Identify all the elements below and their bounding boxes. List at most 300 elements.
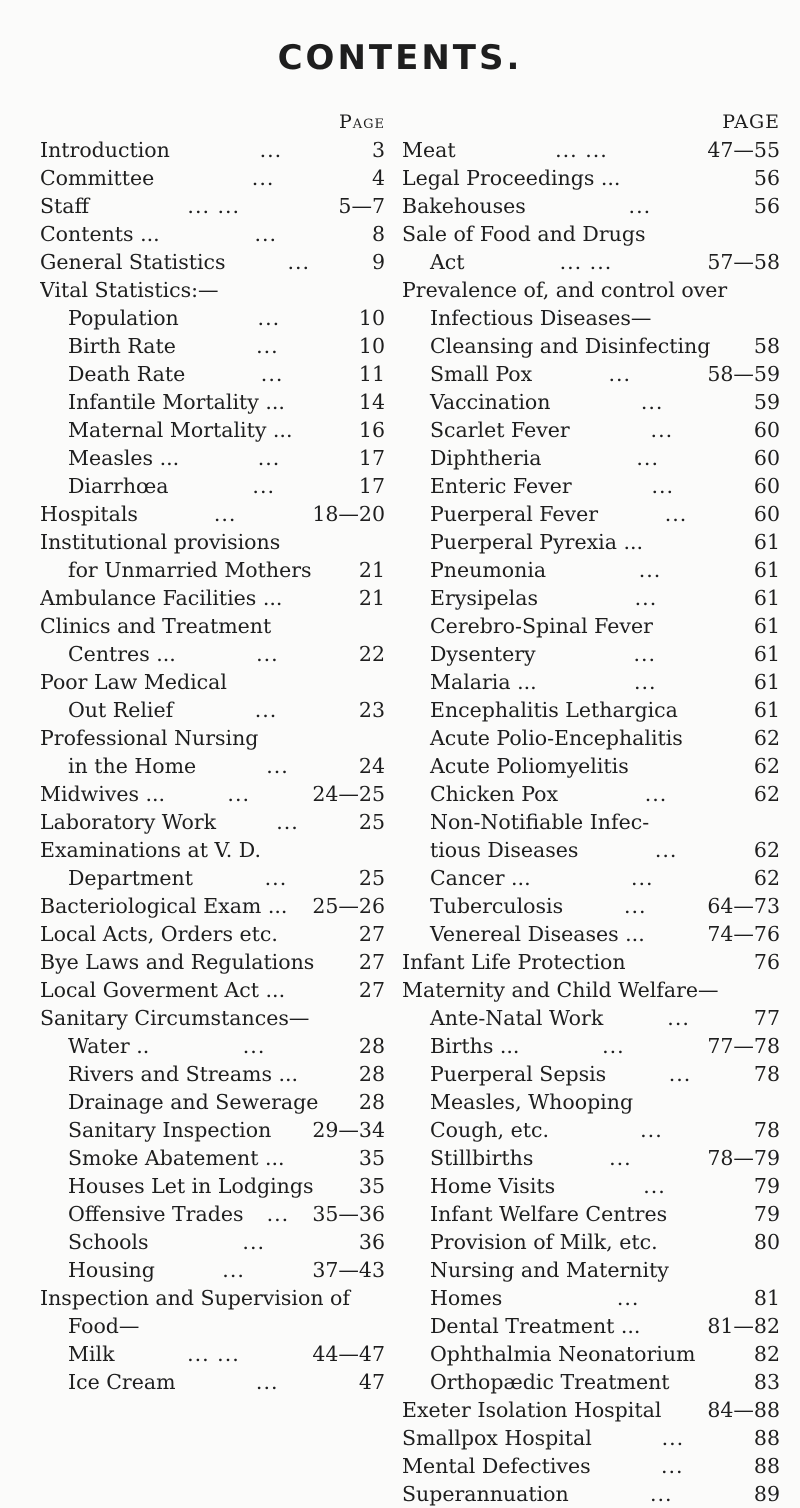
contents-entry [402, 1032, 780, 1060]
entry-label: Ante-Natal Work [430, 1006, 604, 1030]
page-column-header: Page [338, 111, 385, 133]
contents-entry [402, 332, 780, 360]
entry-leader: ... [222, 1258, 245, 1282]
contents-entry [402, 640, 780, 668]
contents-entry [402, 1312, 780, 1340]
entry-page-number: 78 [753, 1118, 780, 1142]
entry-label: Bacteriological Exam ... [40, 894, 288, 918]
entry-label: Sanitary Inspection [68, 1118, 272, 1142]
entry-page-number: 17 [358, 446, 385, 470]
entry-label: Ophthalmia Neonatorium [430, 1342, 696, 1366]
entry-page-number: 62 [753, 726, 780, 750]
contents-entry [40, 948, 385, 976]
entry-label: Bye Laws and Regulations [40, 950, 315, 974]
contents-entry [402, 1088, 780, 1116]
entry-label: Ambulance Facilities ... [40, 586, 283, 610]
contents-entry [40, 1256, 385, 1284]
entry-label: Local Goverment Act ... [40, 978, 286, 1002]
entry-label: Dysentery [430, 642, 536, 666]
entry-page-number: 61 [753, 698, 780, 722]
entry-label: Examinations at V. D. [40, 838, 261, 862]
contents-entry [40, 1116, 385, 1144]
entry-page-number: 9 [371, 250, 385, 274]
entry-page-number: 25—26 [312, 894, 385, 918]
entry-label: Smoke Abatement ... [68, 1146, 285, 1170]
contents-entry [402, 136, 780, 164]
contents-entry [402, 528, 780, 556]
entry-label: Stillbirths [430, 1146, 534, 1170]
entry-label: Superannuation [402, 1482, 569, 1506]
entry-label: Provision of Milk, etc. [430, 1230, 658, 1254]
contents-entry [40, 836, 385, 864]
entry-page-number: 35 [358, 1174, 385, 1198]
contents-entry [402, 472, 780, 500]
entry-page-number: 77—78 [707, 1034, 780, 1058]
contents-entry [40, 1200, 385, 1228]
contents-entry [40, 136, 385, 164]
entry-page-number: 4 [371, 166, 385, 190]
entry-leader: ... [633, 670, 657, 694]
entry-page-number: 61 [753, 586, 780, 610]
contents-entry [40, 1060, 385, 1088]
contents-entry [402, 1172, 780, 1200]
entry-page-number: 24—25 [312, 782, 385, 806]
entry-page-number: 74—76 [707, 922, 780, 946]
entry-page-number: 64—73 [707, 894, 780, 918]
entry-page-number: 89 [753, 1482, 780, 1506]
entry-label: Venereal Diseases ... [430, 922, 645, 946]
entry-label: Milk [68, 1342, 115, 1366]
entry-page-number: 62 [753, 782, 780, 806]
contents-entry [40, 276, 385, 304]
entry-label: Infectious Diseases— [430, 306, 652, 330]
entry-leader: ... [643, 1174, 666, 1198]
contents-entry [40, 220, 385, 248]
entry-label: Birth Rate [68, 334, 176, 358]
entry-label: Vaccination [430, 390, 551, 414]
entry-label: Measles, Whooping [430, 1090, 634, 1114]
entry-label: Chicken Pox [430, 782, 559, 806]
contents-entry [402, 276, 780, 304]
contents-entry [402, 1144, 780, 1172]
entry-label: Local Acts, Orders etc. [40, 922, 278, 946]
entry-label: Department [68, 866, 193, 890]
entry-page-number: 28 [358, 1062, 385, 1086]
entry-page-number: 24 [358, 754, 385, 778]
contents-entry [402, 304, 780, 332]
contents-entry [402, 1452, 780, 1480]
entry-page-number: 62 [753, 838, 780, 862]
entry-label: Vital Statistics:— [40, 278, 219, 302]
contents-entry [402, 388, 780, 416]
entry-page-number: 5—7 [338, 194, 385, 218]
entry-label: Exeter Isolation Hospital [402, 1398, 662, 1422]
contents-entry [402, 584, 780, 612]
entry-label: Erysipelas [430, 586, 538, 610]
contents-entry [40, 164, 385, 192]
entry-label: Maternal Mortality ... [68, 418, 293, 442]
contents-entry [40, 1368, 385, 1396]
entry-label: Prevalence of, and control over [402, 278, 728, 302]
contents-entry [40, 192, 385, 220]
entry-leader: ... [609, 1146, 632, 1170]
entry-leader: ... [255, 1370, 279, 1394]
entry-label: tious Diseases [430, 838, 579, 862]
contents-entry [402, 864, 780, 892]
entry-leader: ... ... [555, 138, 608, 162]
entry-page-number: 44—47 [312, 1342, 385, 1366]
entry-label: General Statistics [40, 250, 226, 274]
contents-entry [40, 640, 385, 668]
entry-page-number: 61 [753, 670, 780, 694]
entry-label: Scarlet Fever [430, 418, 570, 442]
contents-entry [40, 444, 385, 472]
entry-page-number: 62 [753, 754, 780, 778]
contents-entry [40, 1032, 385, 1060]
page-column-header: PAGE [722, 111, 780, 133]
entry-page-number: 11 [358, 362, 385, 386]
contents-entry [402, 1228, 780, 1256]
contents-entry [402, 1060, 780, 1088]
contents-entry [402, 920, 780, 948]
contents-entry [402, 724, 780, 752]
entry-page-number: 27 [358, 922, 385, 946]
contents-entry [40, 1340, 385, 1368]
entry-label: Offensive Trades [68, 1202, 244, 1226]
entry-leader: ... [602, 1034, 625, 1058]
entry-label: Poor Law Medical [40, 670, 227, 694]
contents-entry [402, 1256, 780, 1284]
entry-leader: ... [227, 782, 250, 806]
entry-label: Laboratory Work [40, 810, 217, 834]
entry-page-number: 10 [358, 306, 385, 330]
contents-entry [402, 1480, 780, 1508]
entry-page-number: 61 [753, 558, 780, 582]
contents-entry [40, 864, 385, 892]
entry-page-number: 35—36 [312, 1202, 385, 1226]
entry-page-number: 58 [753, 334, 780, 358]
contents-entry [40, 752, 385, 780]
contents-entry [40, 556, 385, 584]
entry-page-number: 47—55 [707, 138, 780, 162]
contents-entry [40, 416, 385, 444]
entry-label: Pneumonia [430, 558, 547, 582]
contents-entry [40, 500, 385, 528]
entry-label: Infant Welfare Centres [430, 1202, 668, 1226]
entry-leader: ... [650, 418, 674, 442]
contents-entry [40, 472, 385, 500]
entry-leader: ... [254, 698, 278, 722]
contents-entry [402, 1004, 780, 1032]
entry-label: Clinics and Treatment [40, 614, 272, 638]
entry-leader: ... [640, 390, 664, 414]
contents-list-left [40, 136, 385, 1396]
entry-page-number: 14 [358, 390, 385, 414]
contents-entry [402, 836, 780, 864]
contents-column-right [402, 108, 780, 1508]
entry-leader: ... [661, 1454, 684, 1478]
contents-entry [402, 360, 780, 388]
entry-label: Small Pox [430, 362, 533, 386]
entry-label: Encephalitis Lethargica [430, 698, 678, 722]
entry-label: Food— [68, 1314, 140, 1338]
contents-entry [402, 612, 780, 640]
entry-label: Tuberculosis [430, 894, 564, 918]
contents-entry [40, 332, 385, 360]
contents-entry [40, 360, 385, 388]
contents-entry [402, 164, 780, 192]
entry-leader: ... [654, 838, 678, 862]
contents-entry [402, 808, 780, 836]
entry-leader: ... [251, 166, 275, 190]
entry-leader: ... [616, 1286, 640, 1310]
entry-label: Enteric Fever [430, 474, 572, 498]
entry-page-number: 27 [358, 950, 385, 974]
contents-list-right [402, 136, 780, 1508]
entry-page-number: 27 [358, 978, 385, 1002]
entry-leader: ... [644, 782, 668, 806]
entry-label: Puerperal Pyrexia ... [430, 530, 643, 554]
entry-leader: ... [628, 194, 652, 218]
contents-entry [40, 528, 385, 556]
entry-label: Acute Poliomyelitis [430, 754, 629, 778]
entry-label: Professional Nursing [40, 726, 259, 750]
entry-page-number: 84—88 [707, 1398, 780, 1422]
entry-page-number: 8 [371, 222, 385, 246]
contents-entry [40, 1088, 385, 1116]
entry-label: Births ... [430, 1034, 520, 1058]
entry-page-number: 77 [753, 1006, 780, 1030]
contents-entry [402, 752, 780, 780]
entry-page-number: 29—34 [312, 1118, 385, 1142]
entry-label: Home Visits [430, 1174, 556, 1198]
entry-leader: ... [259, 138, 283, 162]
entry-label: Diarrhœa [68, 474, 169, 498]
entry-leader: ... [287, 250, 311, 274]
entry-page-number: 56 [753, 166, 780, 190]
contents-entry [402, 248, 780, 276]
entry-leader: ... [266, 754, 289, 778]
entry-label: Meat [402, 138, 456, 162]
entry-leader: ... [266, 1202, 290, 1226]
entry-leader: ... ... [559, 250, 613, 274]
entry-label: Sanitary Circumstances— [40, 1006, 310, 1030]
entry-page-number: 18—20 [312, 502, 385, 526]
entry-leader: ... [623, 894, 647, 918]
entry-label: Inspection and Supervision of [40, 1286, 350, 1310]
entry-page-number: 37—43 [312, 1258, 385, 1282]
entry-page-number: 17 [358, 474, 385, 498]
entry-label: Non-Notifiable Infec- [430, 810, 650, 834]
contents-entry [40, 1228, 385, 1256]
entry-leader: ... [633, 642, 657, 666]
entry-leader: ... [650, 1482, 673, 1506]
entry-page-number: 36 [358, 1230, 385, 1254]
entry-page-number: 21 [358, 586, 385, 610]
entry-leader: ... [651, 474, 675, 498]
entry-label: Infant Life Protection [402, 950, 626, 974]
entry-page-number: 60 [753, 446, 780, 470]
entry-label: Staff [40, 194, 90, 218]
contents-entry [402, 696, 780, 724]
entry-page-number: 16 [358, 418, 385, 442]
entry-label: for Unmarried Mothers [68, 558, 312, 582]
entry-label: Cough, etc. [430, 1118, 549, 1142]
entry-page-number: 56 [753, 194, 780, 218]
entry-leader: ... [257, 446, 281, 470]
entry-page-number: 61 [753, 530, 780, 554]
entry-page-number: 78 [753, 1062, 780, 1086]
entry-label: Infantile Mortality ... [68, 390, 285, 414]
entry-page-number: 61 [753, 614, 780, 638]
entry-label: Cancer ... [430, 866, 531, 890]
contents-column-left [40, 108, 385, 1396]
entry-label: Malaria ... [430, 670, 537, 694]
contents-entry [402, 892, 780, 920]
contents-entry [402, 780, 780, 808]
entry-leader: ... [667, 1006, 690, 1030]
entry-page-number: 58—59 [707, 362, 780, 386]
entry-label: Acute Polio-Encephalitis [430, 726, 683, 750]
entry-page-number: 78—79 [707, 1146, 780, 1170]
entry-label: Committee [40, 166, 155, 190]
contents-entry [40, 724, 385, 752]
entry-label: Puerperal Fever [430, 502, 599, 526]
entry-page-number: 76 [753, 950, 780, 974]
entry-page-number: 62 [753, 866, 780, 890]
page-title: CONTENTS. [277, 38, 523, 78]
entry-label: Legal Proceedings ... [402, 166, 621, 190]
entry-page-number: 83 [753, 1370, 780, 1394]
contents-entry [40, 696, 385, 724]
contents-entry [40, 920, 385, 948]
entry-page-number: 81—82 [707, 1314, 780, 1338]
entry-page-number: 79 [753, 1174, 780, 1198]
entry-leader: ... [252, 474, 275, 498]
entry-label: Introduction [40, 138, 170, 162]
entry-leader: ... [254, 222, 278, 246]
contents-entry [402, 1396, 780, 1424]
entry-leader: ... [256, 334, 279, 358]
entry-leader: ... [661, 1426, 685, 1450]
contents-entry [40, 780, 385, 808]
entry-label: Maternity and Child Welfare— [402, 978, 719, 1002]
contents-entry [40, 388, 385, 416]
entry-leader: ... [242, 1230, 265, 1254]
entry-page-number: 22 [358, 642, 385, 666]
entry-label: Puerperal Sepsis [430, 1062, 607, 1086]
entry-leader: ... ... [187, 1342, 240, 1366]
entry-label: Measles ... [68, 446, 180, 470]
entry-page-number: 60 [753, 502, 780, 526]
contents-entry [40, 304, 385, 332]
entry-label: Out Relief [68, 698, 174, 722]
entry-leader: ... [630, 866, 654, 890]
contents-entry [40, 1144, 385, 1172]
contents-entry [402, 220, 780, 248]
entry-label: Housing [68, 1258, 155, 1282]
contents-entry [40, 668, 385, 696]
contents-entry [402, 500, 780, 528]
contents-entry [40, 1172, 385, 1200]
contents-entry [40, 248, 385, 276]
entry-page-number: 88 [753, 1454, 780, 1478]
entry-label: Nursing and Maternity [430, 1258, 669, 1282]
entry-label: Orthopædic Treatment [430, 1370, 670, 1394]
entry-leader: ... [664, 502, 688, 526]
contents-entry [40, 1312, 385, 1340]
contents-entry [40, 1284, 385, 1312]
entry-leader: ... [256, 642, 279, 666]
entry-leader: ... ... [187, 194, 241, 218]
entry-label: Death Rate [68, 362, 186, 386]
contents-entry [402, 1284, 780, 1312]
contents-entry [402, 1116, 780, 1144]
entry-leader: ... [260, 362, 284, 386]
contents-entry [402, 444, 780, 472]
entry-label: Population [68, 306, 179, 330]
entry-page-number: 61 [753, 642, 780, 666]
entry-label: Bakehouses [402, 194, 526, 218]
entry-page-number: 35 [358, 1146, 385, 1170]
contents-entry [402, 556, 780, 584]
entry-label: Institutional provisions [40, 530, 281, 554]
entry-label: Cerebro-Spinal Fever [430, 614, 653, 638]
entry-label: Houses Let in Lodgings [68, 1174, 314, 1198]
entry-label: Sale of Food and Drugs [402, 222, 646, 246]
entry-leader: ... [242, 1034, 266, 1058]
entry-page-number: 3 [371, 138, 385, 162]
contents-entry [40, 1004, 385, 1032]
entry-page-number: 81 [753, 1286, 780, 1310]
entry-page-number: 59 [753, 390, 780, 414]
entry-page-number: 10 [358, 334, 385, 358]
contents-entry [402, 192, 780, 220]
contents-entry [402, 1200, 780, 1228]
entry-leader: ... [640, 1118, 663, 1142]
entry-page-number: 28 [358, 1034, 385, 1058]
contents-entry [40, 976, 385, 1004]
entry-leader: ... [257, 306, 281, 330]
entry-label: Schools [68, 1230, 149, 1254]
contents-entry [402, 1424, 780, 1452]
entry-leader: ... [634, 586, 658, 610]
contents-entry [402, 1340, 780, 1368]
entry-leader: ... [264, 866, 288, 890]
contents-entry [402, 976, 780, 1004]
entry-label: Rivers and Streams ... [68, 1062, 299, 1086]
entry-label: Cleansing and Disinfecting [430, 334, 711, 358]
entry-label: Diphtheria [430, 446, 542, 470]
contents-entry [40, 584, 385, 612]
entry-label: Water .. [68, 1034, 150, 1058]
entry-page-number: 25 [358, 866, 385, 890]
contents-entry [402, 948, 780, 976]
entry-page-number: 21 [358, 558, 385, 582]
entry-page-number: 88 [753, 1426, 780, 1450]
entry-label: Centres ... [68, 642, 176, 666]
entry-label: Contents ... [40, 222, 160, 246]
entry-page-number: 60 [753, 474, 780, 498]
entry-page-number: 23 [358, 698, 385, 722]
entry-label: Smallpox Hospital [402, 1426, 592, 1450]
entry-label: in the Home [68, 754, 197, 778]
contents-entry [402, 416, 780, 444]
entry-leader: ... [608, 362, 632, 386]
entry-label: Hospitals [40, 502, 138, 526]
entry-page-number: 57—58 [707, 250, 780, 274]
entry-label: Homes [430, 1286, 503, 1310]
